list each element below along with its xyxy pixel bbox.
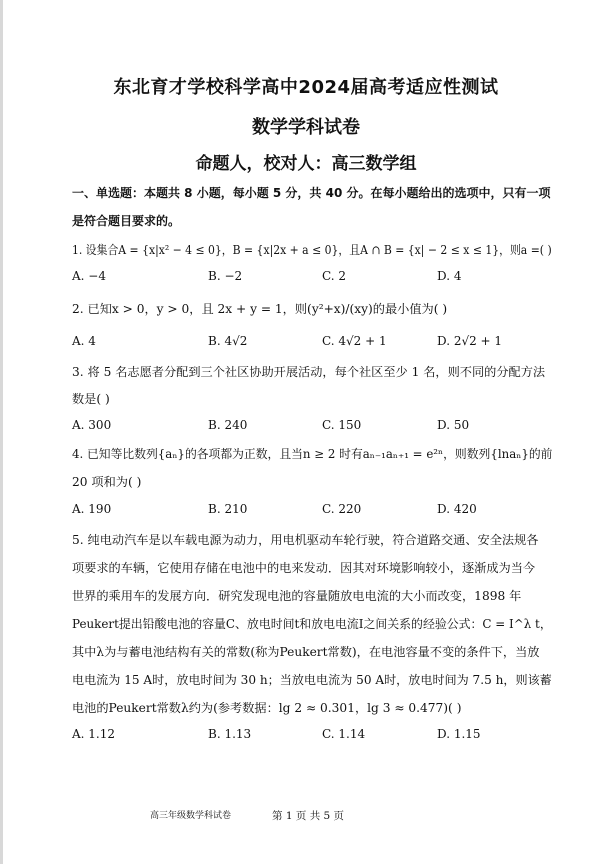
question-5-text-line1: 5. 纯电动汽车是以车载电源为动力，用电机驱动车轮行驶，符合道路交通、安全法规各 [72, 533, 539, 547]
question-1-option-d: D. 4 [437, 269, 462, 283]
question-4-option-d: D. 420 [437, 502, 477, 516]
exam-subject: 数学学科试卷 [252, 117, 360, 138]
question-4-option-c: C. 220 [322, 502, 362, 516]
question-1-option-a: A. −4 [72, 269, 106, 283]
section-heading-line1: 一、单选题：本题共 8 小题，每小题 5 分，共 40 分。在每小题给出的选项中，只有一项 [72, 186, 551, 200]
footer-exam-name: 高三年级数学科试卷 [150, 811, 232, 821]
question-3-option-d: D. 50 [437, 418, 470, 432]
question-2-option-b: B. 4√2 [208, 334, 248, 348]
question-5-option-c: C. 1.14 [322, 727, 366, 741]
question-5-option-d: D. 1.15 [437, 727, 481, 741]
question-5-text-line6: 电电流为 15 A时，放电时间为 30 h；当放电电流为 50 A时，放电时间为 7.5 h，则该蓄 [72, 673, 552, 687]
question-5-option-b: B. 1.13 [208, 727, 252, 741]
question-4-option-b: B. 210 [208, 502, 248, 516]
question-3-option-c: C. 150 [322, 418, 362, 432]
question-3-text-line2: 数是( ) [72, 392, 110, 406]
question-4-text-line2: 20 项和为( ) [72, 475, 142, 489]
exam-title: 东北育才学校科学高中2024届高考适应性测试 [113, 77, 499, 98]
question-4-option-a: A. 190 [72, 502, 112, 516]
question-2-option-c: C. 4√2 + 1 [322, 334, 387, 348]
question-2-text: 2. 已知x > 0，y > 0，且 2x + y = 1，则(y²+x)/(xy)的最小值为( ) [72, 302, 448, 316]
question-5-text-line2: 项要求的车辆，它使用存储在电池中的电来发动．因其对环境影响较小，逐渐成为当今 [72, 561, 536, 575]
question-5-text-line5: 其中λ为与蓄电池结构有关的常数(称为Peukert常数)，在电池容量不变的条件下，当放 [72, 645, 540, 659]
question-1-text: 1. 设集合A = {x|x² − 4 ≤ 0}，B = {x|2x + a ≤ 0}，且A ∩ B = {x| − 2 ≤ x ≤ 1}，则a =( ) [72, 243, 552, 257]
question-3-option-b: B. 240 [208, 418, 248, 432]
question-3-option-a: A. 300 [72, 418, 112, 432]
question-5-option-a: A. 1.12 [72, 727, 116, 741]
question-5-text-line3: 世界的乘用车的发展方向．研究发现电池的容量随放电电流的大小而改变，1898 年 [72, 589, 522, 603]
question-1-option-c: C. 2 [322, 269, 347, 283]
question-2-option-d: D. 2√2 + 1 [437, 334, 503, 348]
question-4-text-line1: 4. 已知等比数列{aₙ}的各项都为正数，且当n ≥ 2 时有aₙ₋₁aₙ₊₁ = e²ⁿ，则数列{lnaₙ}的前 [72, 447, 553, 461]
question-5-text-line7: 电池的Peukert常数λ约为(参考数据：lg 2 ≈ 0.301，lg 3 ≈ 0.477)( ) [72, 701, 462, 715]
question-3-text-line1: 3. 将 5 名志愿者分配到三个社区协助开展活动，每个社区至少 1 名，则不同的分配方法 [72, 365, 546, 379]
question-5-text-line4: Peukert提出铅酸电池的容量C、放电时间t和放电电流I之间关系的经验公式：C = I^λ t， [72, 617, 552, 631]
question-1-option-b: B. −2 [208, 269, 243, 283]
question-2-option-a: A. 4 [72, 334, 96, 348]
exam-authors: 命题人，校对人：高三数学组 [195, 154, 417, 174]
section-heading-line2: 是符合题目要求的。 [72, 214, 181, 228]
footer-page-number: 第 1 页 共 5 页 [272, 810, 345, 822]
